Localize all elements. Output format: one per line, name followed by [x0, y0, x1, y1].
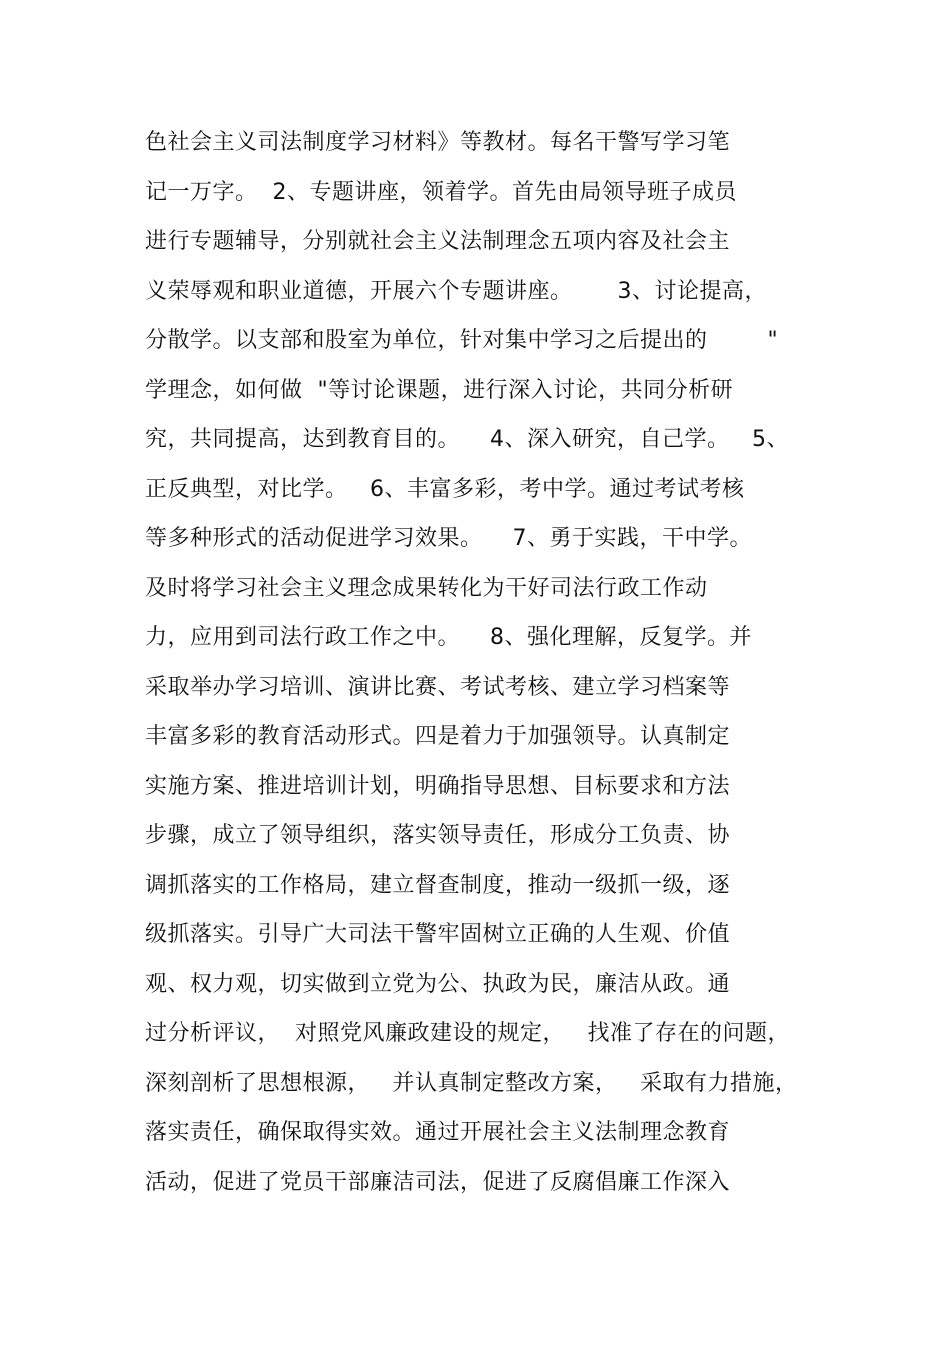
text-line: 观、权力观，切实做到立党为公、执政为民，廉洁从政。通: [145, 971, 731, 997]
text-line: 学理念，如何做 "等讨论课题，进行深入讨论，共同分析研: [145, 377, 734, 403]
text-line: 采取举办学习培训、演讲比赛、考试考核、建立学习档案等: [145, 674, 731, 700]
text-line: 落实责任，确保取得实效。通过开展社会主义法制理念教育: [145, 1120, 731, 1145]
text-line: 进行专题辅导，分别就社会主义法制理念五项内容及社会主: [145, 229, 731, 254]
text-line: 究，共同提高，达到教育目的。 4、深入研究，自己学。 5、: [145, 427, 789, 452]
text-line: 义荣辱观和职业道德，开展六个专题讲座。 3、讨论提高，: [145, 278, 767, 304]
body-text: [145, 118, 845, 1207]
text-line: 步骤，成立了领导组织，落实领导责任，形成分工负责、协: [145, 823, 731, 848]
text-line: 调抓落实的工作格局，建立督查制度，推动一级抓一级，逐: [145, 872, 731, 898]
text-line: 活动，促进了党员干部廉洁司法，促进了反腐倡廉工作深入: [145, 1169, 731, 1195]
text-line: 分散学。以支部和股室为单位，针对集中学习之后提出的 ": [145, 328, 779, 353]
text-line: 深刻剖析了思想根源， 并认真制定整改方案， 采取有力措施，: [145, 1070, 798, 1096]
text-line: 记一万字。 2、专题讲座，领着学。首先由局领导班子成员: [145, 179, 737, 205]
text-line: 色社会主义司法制度学习材料》等教材。每名干警写学习笔: [145, 130, 731, 155]
text-line: 实施方案、推进培训计划，明确指导思想、目标要求和方法: [145, 773, 731, 799]
text-line: 级抓落实。引导广大司法干警牢固树立正确的人生观、价值: [145, 922, 731, 947]
text-line: 等多种形式的活动促进学习效果。 7、勇于实践，干中学。: [145, 526, 752, 551]
text-line: 正反典型，对比学。 6、丰富多彩，考中学。通过考试考核: [145, 476, 745, 502]
text-line: 力，应用到司法行政工作之中。 8、强化理解，反复学。并: [145, 625, 752, 650]
text-line: 及时将学习社会主义理念成果转化为干好司法行政工作动: [145, 575, 708, 601]
text-line: 过分析评议， 对照党风廉政建设的规定， 找准了存在的问题，: [145, 1021, 790, 1046]
text-line: 丰富多彩的教育活动形式。四是着力于加强领导。认真制定: [145, 724, 731, 749]
